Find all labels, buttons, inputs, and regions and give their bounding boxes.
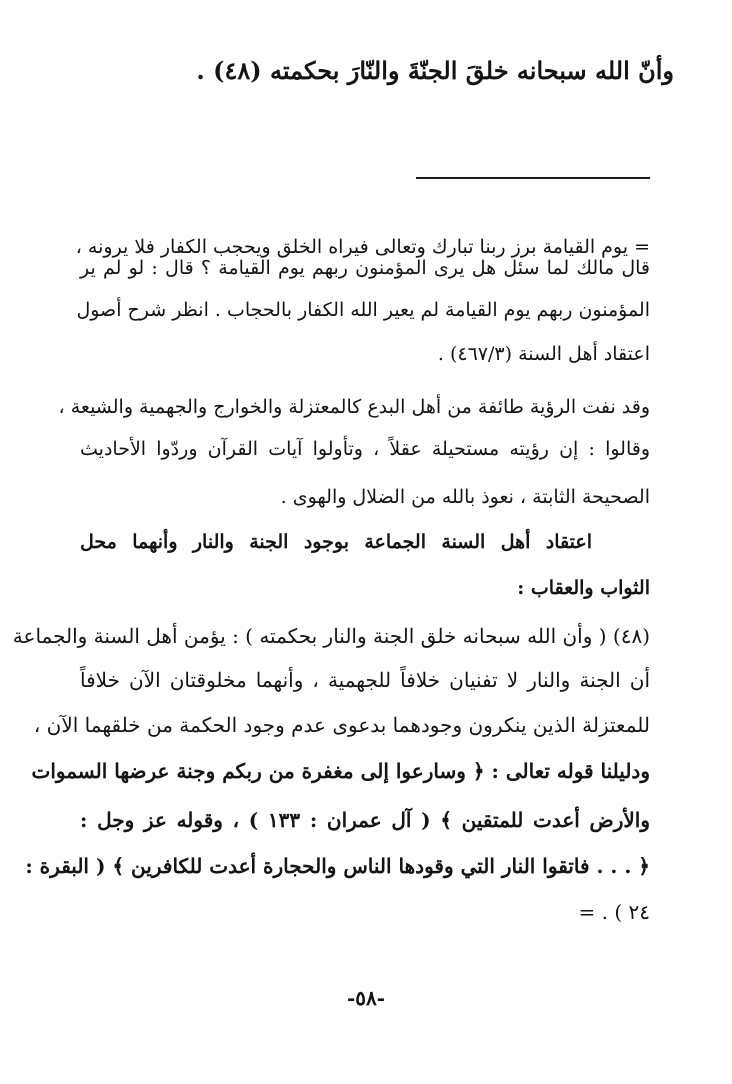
footnote-line: المؤمنون ربهم يوم القيامة لم يعير الله الكفار بالحجاب . انظر شرح أصول	[76, 299, 650, 321]
page-number: -٥٨-	[346, 986, 386, 1010]
footnote-line: قال مالك لما سئل هل يرى المؤمنون ربهم يوم القيامة ؟ قال : لو لم ير	[80, 257, 650, 279]
commentary-line: والأرض أعدت للمتقين ﴾ ( آل عمران : ١٣٣ ) ، وقوله عز وجل :	[80, 808, 650, 832]
main-text-line: وأنّ الله سبحانه خلقَ الجنّةَ والنّارَ بحكمته (٤٨) .	[196, 56, 674, 85]
section-heading-line: الثواب والعقاب :	[517, 577, 650, 599]
footnote-line: وقالوا : إن رؤيته مستحيلة عقلاً ، وتأولوا آيات القرآن وردّوا الأحاديث	[80, 438, 651, 460]
footnote-line: الصحيحة الثابتة ، نعوذ بالله من الضلال والهوى .	[280, 486, 650, 508]
commentary-line: ودليلنا قوله تعالى : ﴿ وسارعوا إلى مغفرة من ربكم وجنة عرضها السموات	[31, 759, 650, 783]
commentary-line: ﴿ . . . فاتقوا النار التي وقودها الناس والحجارة أعدت للكافرين ﴾ ( البقرة :	[25, 854, 650, 878]
commentary-line: ٢٤ ) . =	[578, 900, 650, 924]
commentary-line: أن الجنة والنار لا تفنيان خلافاً للجهمية ، وأنهما مخلوقتان الآن خلافاً	[80, 668, 650, 692]
section-heading-line: اعتقاد أهل السنة الجماعة بوجود الجنة والنار وأنهما محل	[80, 531, 592, 553]
commentary-line: للمعتزلة الذين ينكرون وجودهما بدعوى عدم وجود الحكمة من خلقهما الآن ،	[33, 713, 650, 737]
commentary-line: (٤٨) ( وأن الله سبحانه خلق الجنة والنار بحكمته ) : يؤمن أهل السنة والجماعة	[12, 624, 650, 648]
footnote-line: = يوم القيامة برز ربنا تبارك وتعالى فيراه الخلق ويحجب الكفار فلا يرونه ،	[75, 236, 650, 258]
footnote-divider	[416, 177, 650, 179]
footnote-line: اعتقاد أهل السنة (٤٦٧/٣) .	[437, 343, 650, 365]
footnote-line: وقد نفت الرؤية طائفة من أهل البدع كالمعتزلة والخوارج والجهمية والشيعة ،	[58, 396, 650, 418]
